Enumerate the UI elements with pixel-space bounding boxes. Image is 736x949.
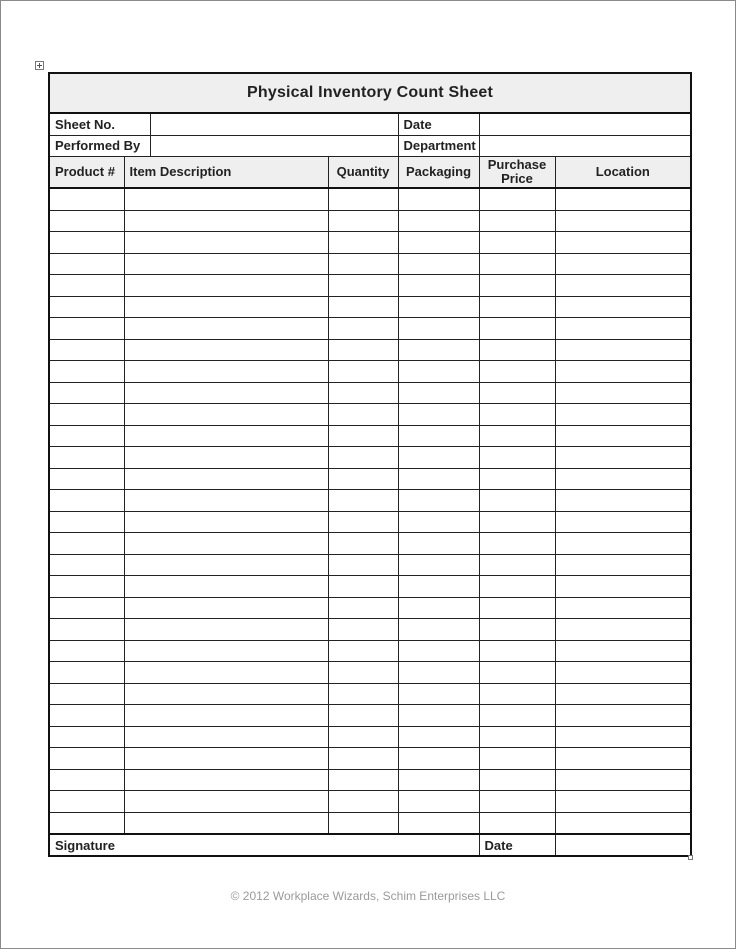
table-row <box>49 425 691 447</box>
entry-packaging-cell[interactable] <box>398 533 479 555</box>
entry-price-cell[interactable] <box>479 683 555 705</box>
entry-quantity-cell[interactable] <box>328 468 398 490</box>
entry-packaging-cell[interactable] <box>398 640 479 662</box>
entry-product-cell[interactable] <box>49 640 124 662</box>
entry-packaging-cell[interactable] <box>398 361 479 383</box>
entry-price-cell[interactable] <box>479 404 555 426</box>
entry-description-cell[interactable] <box>124 404 328 426</box>
table-row <box>49 533 691 555</box>
inventory-count-table <box>48 72 692 857</box>
table-row <box>49 318 691 340</box>
form-title: Physical Inventory Count Sheet <box>49 73 691 113</box>
entry-location-cell[interactable] <box>555 705 691 727</box>
entry-location-cell[interactable] <box>555 232 691 254</box>
entry-quantity-cell[interactable] <box>328 404 398 426</box>
entry-product-cell[interactable] <box>49 232 124 254</box>
entry-location-cell[interactable] <box>555 404 691 426</box>
entry-quantity-cell[interactable] <box>328 382 398 404</box>
table-row <box>49 339 691 361</box>
entry-description-cell[interactable] <box>124 425 328 447</box>
entry-location-cell[interactable] <box>555 554 691 576</box>
entry-quantity-cell[interactable] <box>328 232 398 254</box>
entry-description-cell[interactable] <box>124 275 328 297</box>
entry-product-cell[interactable] <box>49 425 124 447</box>
table-row <box>49 640 691 662</box>
entry-quantity-cell[interactable] <box>328 318 398 340</box>
entry-description-cell[interactable] <box>124 662 328 684</box>
date-field[interactable] <box>479 113 691 135</box>
entry-product-cell[interactable] <box>49 726 124 748</box>
entry-location-cell[interactable] <box>555 210 691 232</box>
entry-product-cell[interactable] <box>49 511 124 533</box>
performed-by-field[interactable] <box>150 135 398 157</box>
entry-product-cell[interactable] <box>49 296 124 318</box>
entry-product-cell[interactable] <box>49 533 124 555</box>
entry-packaging-cell[interactable] <box>398 554 479 576</box>
entry-price-cell[interactable] <box>479 296 555 318</box>
entry-product-cell[interactable] <box>49 554 124 576</box>
table-row <box>49 748 691 770</box>
entry-location-cell[interactable] <box>555 640 691 662</box>
entry-packaging-cell[interactable] <box>398 812 479 834</box>
entry-description-cell[interactable] <box>124 188 328 210</box>
entry-product-cell[interactable] <box>49 210 124 232</box>
entry-product-cell[interactable] <box>49 576 124 598</box>
entry-packaging-cell[interactable] <box>398 726 479 748</box>
entry-location-cell[interactable] <box>555 619 691 641</box>
table-row <box>49 232 691 254</box>
entry-packaging-cell[interactable] <box>398 275 479 297</box>
entry-product-cell[interactable] <box>49 619 124 641</box>
entry-product-cell[interactable] <box>49 769 124 791</box>
entry-location-cell[interactable] <box>555 425 691 447</box>
entry-product-cell[interactable] <box>49 361 124 383</box>
entry-quantity-cell[interactable] <box>328 275 398 297</box>
table-row <box>49 404 691 426</box>
entry-packaging-cell[interactable] <box>398 748 479 770</box>
entry-product-cell[interactable] <box>49 705 124 727</box>
entry-description-cell[interactable] <box>124 490 328 512</box>
table-row <box>49 662 691 684</box>
column-header-description: Item Description <box>124 157 328 189</box>
table-resize-handle-icon[interactable] <box>688 855 693 860</box>
entry-description-cell[interactable] <box>124 447 328 469</box>
entry-quantity-cell[interactable] <box>328 619 398 641</box>
entry-location-cell[interactable] <box>555 748 691 770</box>
entry-quantity-cell[interactable] <box>328 726 398 748</box>
table-row <box>49 275 691 297</box>
entry-packaging-cell[interactable] <box>398 511 479 533</box>
sheet-no-field[interactable] <box>150 113 398 135</box>
entry-packaging-cell[interactable] <box>398 619 479 641</box>
entry-packaging-cell[interactable] <box>398 318 479 340</box>
entry-packaging-cell[interactable] <box>398 188 479 210</box>
entry-description-cell[interactable] <box>124 533 328 555</box>
table-row <box>49 576 691 598</box>
entry-packaging-cell[interactable] <box>398 597 479 619</box>
entry-location-cell[interactable] <box>555 726 691 748</box>
entry-product-cell[interactable] <box>49 318 124 340</box>
entry-packaging-cell[interactable] <box>398 296 479 318</box>
entry-quantity-cell[interactable] <box>328 748 398 770</box>
entry-description-cell[interactable] <box>124 296 328 318</box>
entry-location-cell[interactable] <box>555 683 691 705</box>
entry-product-cell[interactable] <box>49 253 124 275</box>
entry-packaging-cell[interactable] <box>398 705 479 727</box>
entry-location-cell[interactable] <box>555 597 691 619</box>
entry-description-cell[interactable] <box>124 210 328 232</box>
entry-product-cell[interactable] <box>49 275 124 297</box>
table-row <box>49 705 691 727</box>
entry-packaging-cell[interactable] <box>398 232 479 254</box>
entry-quantity-cell[interactable] <box>328 490 398 512</box>
entry-description-cell[interactable] <box>124 232 328 254</box>
signature-date-label: Date <box>479 834 555 856</box>
entry-location-cell[interactable] <box>555 188 691 210</box>
table-row <box>49 210 691 232</box>
entry-product-cell[interactable] <box>49 490 124 512</box>
column-header-location: Location <box>555 157 691 189</box>
column-header-quantity: Quantity <box>328 157 398 189</box>
entry-location-cell[interactable] <box>555 382 691 404</box>
entry-product-cell[interactable] <box>49 597 124 619</box>
entry-quantity-cell[interactable] <box>328 296 398 318</box>
entry-price-cell[interactable] <box>479 619 555 641</box>
entry-quantity-cell[interactable] <box>328 511 398 533</box>
entry-quantity-cell[interactable] <box>328 210 398 232</box>
table-row <box>49 812 691 834</box>
entry-quantity-cell[interactable] <box>328 554 398 576</box>
entry-quantity-cell[interactable] <box>328 533 398 555</box>
entry-quantity-cell[interactable] <box>328 425 398 447</box>
entry-description-cell[interactable] <box>124 382 328 404</box>
entry-price-cell[interactable] <box>479 748 555 770</box>
entry-location-cell[interactable] <box>555 253 691 275</box>
entry-description-cell[interactable] <box>124 726 328 748</box>
table-row <box>49 769 691 791</box>
entry-quantity-cell[interactable] <box>328 339 398 361</box>
entry-packaging-cell[interactable] <box>398 382 479 404</box>
entry-description-cell[interactable] <box>124 597 328 619</box>
entry-price-cell[interactable] <box>479 769 555 791</box>
entry-location-cell[interactable] <box>555 812 691 834</box>
table-row <box>49 253 691 275</box>
table-row <box>49 447 691 469</box>
entry-description-cell[interactable] <box>124 511 328 533</box>
entry-price-cell[interactable] <box>479 640 555 662</box>
table-row <box>49 683 691 705</box>
entry-product-cell[interactable] <box>49 812 124 834</box>
purchase-price-line2: Price <box>501 171 533 186</box>
entry-location-cell[interactable] <box>555 769 691 791</box>
entry-price-cell[interactable] <box>479 210 555 232</box>
performed-by-label: Performed By <box>49 135 150 157</box>
sheet-no-label: Sheet No. <box>49 113 150 135</box>
entry-location-cell[interactable] <box>555 511 691 533</box>
table-row <box>49 296 691 318</box>
entry-packaging-cell[interactable] <box>398 339 479 361</box>
entry-description-cell[interactable] <box>124 683 328 705</box>
entry-price-cell[interactable] <box>479 705 555 727</box>
entry-quantity-cell[interactable] <box>328 253 398 275</box>
entry-quantity-cell[interactable] <box>328 683 398 705</box>
entry-description-cell[interactable] <box>124 576 328 598</box>
entry-price-cell[interactable] <box>479 447 555 469</box>
entry-product-cell[interactable] <box>49 188 124 210</box>
entry-product-cell[interactable] <box>49 748 124 770</box>
entry-location-cell[interactable] <box>555 318 691 340</box>
entry-quantity-cell[interactable] <box>328 188 398 210</box>
table-row <box>49 619 691 641</box>
entry-packaging-cell[interactable] <box>398 404 479 426</box>
entry-product-cell[interactable] <box>49 339 124 361</box>
entry-location-cell[interactable] <box>555 468 691 490</box>
entry-packaging-cell[interactable] <box>398 447 479 469</box>
entry-location-cell[interactable] <box>555 339 691 361</box>
entry-location-cell[interactable] <box>555 490 691 512</box>
entry-packaging-cell[interactable] <box>398 490 479 512</box>
entry-packaging-cell[interactable] <box>398 683 479 705</box>
entry-packaging-cell[interactable] <box>398 253 479 275</box>
purchase-price-line1: Purchase <box>487 157 547 172</box>
table-row <box>49 511 691 533</box>
entry-location-cell[interactable] <box>555 533 691 555</box>
entry-price-cell[interactable] <box>479 791 555 813</box>
entry-description-cell[interactable] <box>124 318 328 340</box>
entry-price-cell[interactable] <box>479 533 555 555</box>
entry-price-cell[interactable] <box>479 232 555 254</box>
table-row <box>49 726 691 748</box>
entry-price-cell[interactable] <box>479 188 555 210</box>
entry-packaging-cell[interactable] <box>398 576 479 598</box>
entry-price-cell[interactable] <box>479 662 555 684</box>
entry-location-cell[interactable] <box>555 662 691 684</box>
entry-location-cell[interactable] <box>555 361 691 383</box>
entry-price-cell[interactable] <box>479 726 555 748</box>
table-row <box>49 188 691 210</box>
entry-price-cell[interactable] <box>479 425 555 447</box>
entry-quantity-cell[interactable] <box>328 576 398 598</box>
entry-price-cell[interactable] <box>479 318 555 340</box>
entry-description-cell[interactable] <box>124 554 328 576</box>
entry-price-cell[interactable] <box>479 382 555 404</box>
entry-price-cell[interactable] <box>479 490 555 512</box>
entry-packaging-cell[interactable] <box>398 769 479 791</box>
entry-packaging-cell[interactable] <box>398 425 479 447</box>
entry-price-cell[interactable] <box>479 339 555 361</box>
entry-quantity-cell[interactable] <box>328 662 398 684</box>
date-label: Date <box>398 113 479 135</box>
entry-quantity-cell[interactable] <box>328 447 398 469</box>
column-header-purchase-price <box>479 157 555 189</box>
entry-description-cell[interactable] <box>124 812 328 834</box>
column-header-packaging: Packaging <box>398 157 479 189</box>
table-row <box>49 554 691 576</box>
table-row <box>49 361 691 383</box>
copyright-notice: © 2012 Workplace Wizards, Schim Enterprises LLC <box>230 889 506 903</box>
entry-packaging-cell[interactable] <box>398 662 479 684</box>
entry-price-cell[interactable] <box>479 511 555 533</box>
entry-location-cell[interactable] <box>555 296 691 318</box>
entry-price-cell[interactable] <box>479 361 555 383</box>
table-row <box>49 382 691 404</box>
entry-price-cell[interactable] <box>479 468 555 490</box>
entry-price-cell[interactable] <box>479 253 555 275</box>
table-row <box>49 490 691 512</box>
entry-quantity-cell[interactable] <box>328 812 398 834</box>
entry-product-cell[interactable] <box>49 791 124 813</box>
table-move-handle-icon[interactable] <box>35 61 44 70</box>
entry-price-cell[interactable] <box>479 554 555 576</box>
entry-quantity-cell[interactable] <box>328 361 398 383</box>
department-field[interactable] <box>479 135 691 157</box>
entry-description-cell[interactable] <box>124 361 328 383</box>
department-label: Department <box>398 135 479 157</box>
table-row <box>49 791 691 813</box>
entry-packaging-cell[interactable] <box>398 791 479 813</box>
entry-price-cell[interactable] <box>479 576 555 598</box>
entry-packaging-cell[interactable] <box>398 210 479 232</box>
entry-packaging-cell[interactable] <box>398 468 479 490</box>
entry-location-cell[interactable] <box>555 576 691 598</box>
entry-price-cell[interactable] <box>479 275 555 297</box>
entry-description-cell[interactable] <box>124 769 328 791</box>
entry-product-cell[interactable] <box>49 404 124 426</box>
entry-description-cell[interactable] <box>124 253 328 275</box>
entry-description-cell[interactable] <box>124 791 328 813</box>
entry-product-cell[interactable] <box>49 662 124 684</box>
entry-product-cell[interactable] <box>49 447 124 469</box>
entry-description-cell[interactable] <box>124 748 328 770</box>
entry-quantity-cell[interactable] <box>328 769 398 791</box>
entry-product-cell[interactable] <box>49 382 124 404</box>
entry-product-cell[interactable] <box>49 683 124 705</box>
table-row <box>49 597 691 619</box>
entry-quantity-cell[interactable] <box>328 705 398 727</box>
signature-date-field[interactable] <box>555 834 691 856</box>
entry-description-cell[interactable] <box>124 705 328 727</box>
entry-description-cell[interactable] <box>124 468 328 490</box>
table-row <box>49 468 691 490</box>
entry-location-cell[interactable] <box>555 791 691 813</box>
entry-price-cell[interactable] <box>479 812 555 834</box>
entry-location-cell[interactable] <box>555 275 691 297</box>
entry-description-cell[interactable] <box>124 619 328 641</box>
entry-quantity-cell[interactable] <box>328 791 398 813</box>
entry-product-cell[interactable] <box>49 468 124 490</box>
entry-quantity-cell[interactable] <box>328 597 398 619</box>
entry-price-cell[interactable] <box>479 597 555 619</box>
entry-quantity-cell[interactable] <box>328 640 398 662</box>
entry-location-cell[interactable] <box>555 447 691 469</box>
entry-description-cell[interactable] <box>124 339 328 361</box>
column-header-product: Product # <box>49 157 124 189</box>
signature-label: Signature <box>49 834 479 856</box>
entry-description-cell[interactable] <box>124 640 328 662</box>
